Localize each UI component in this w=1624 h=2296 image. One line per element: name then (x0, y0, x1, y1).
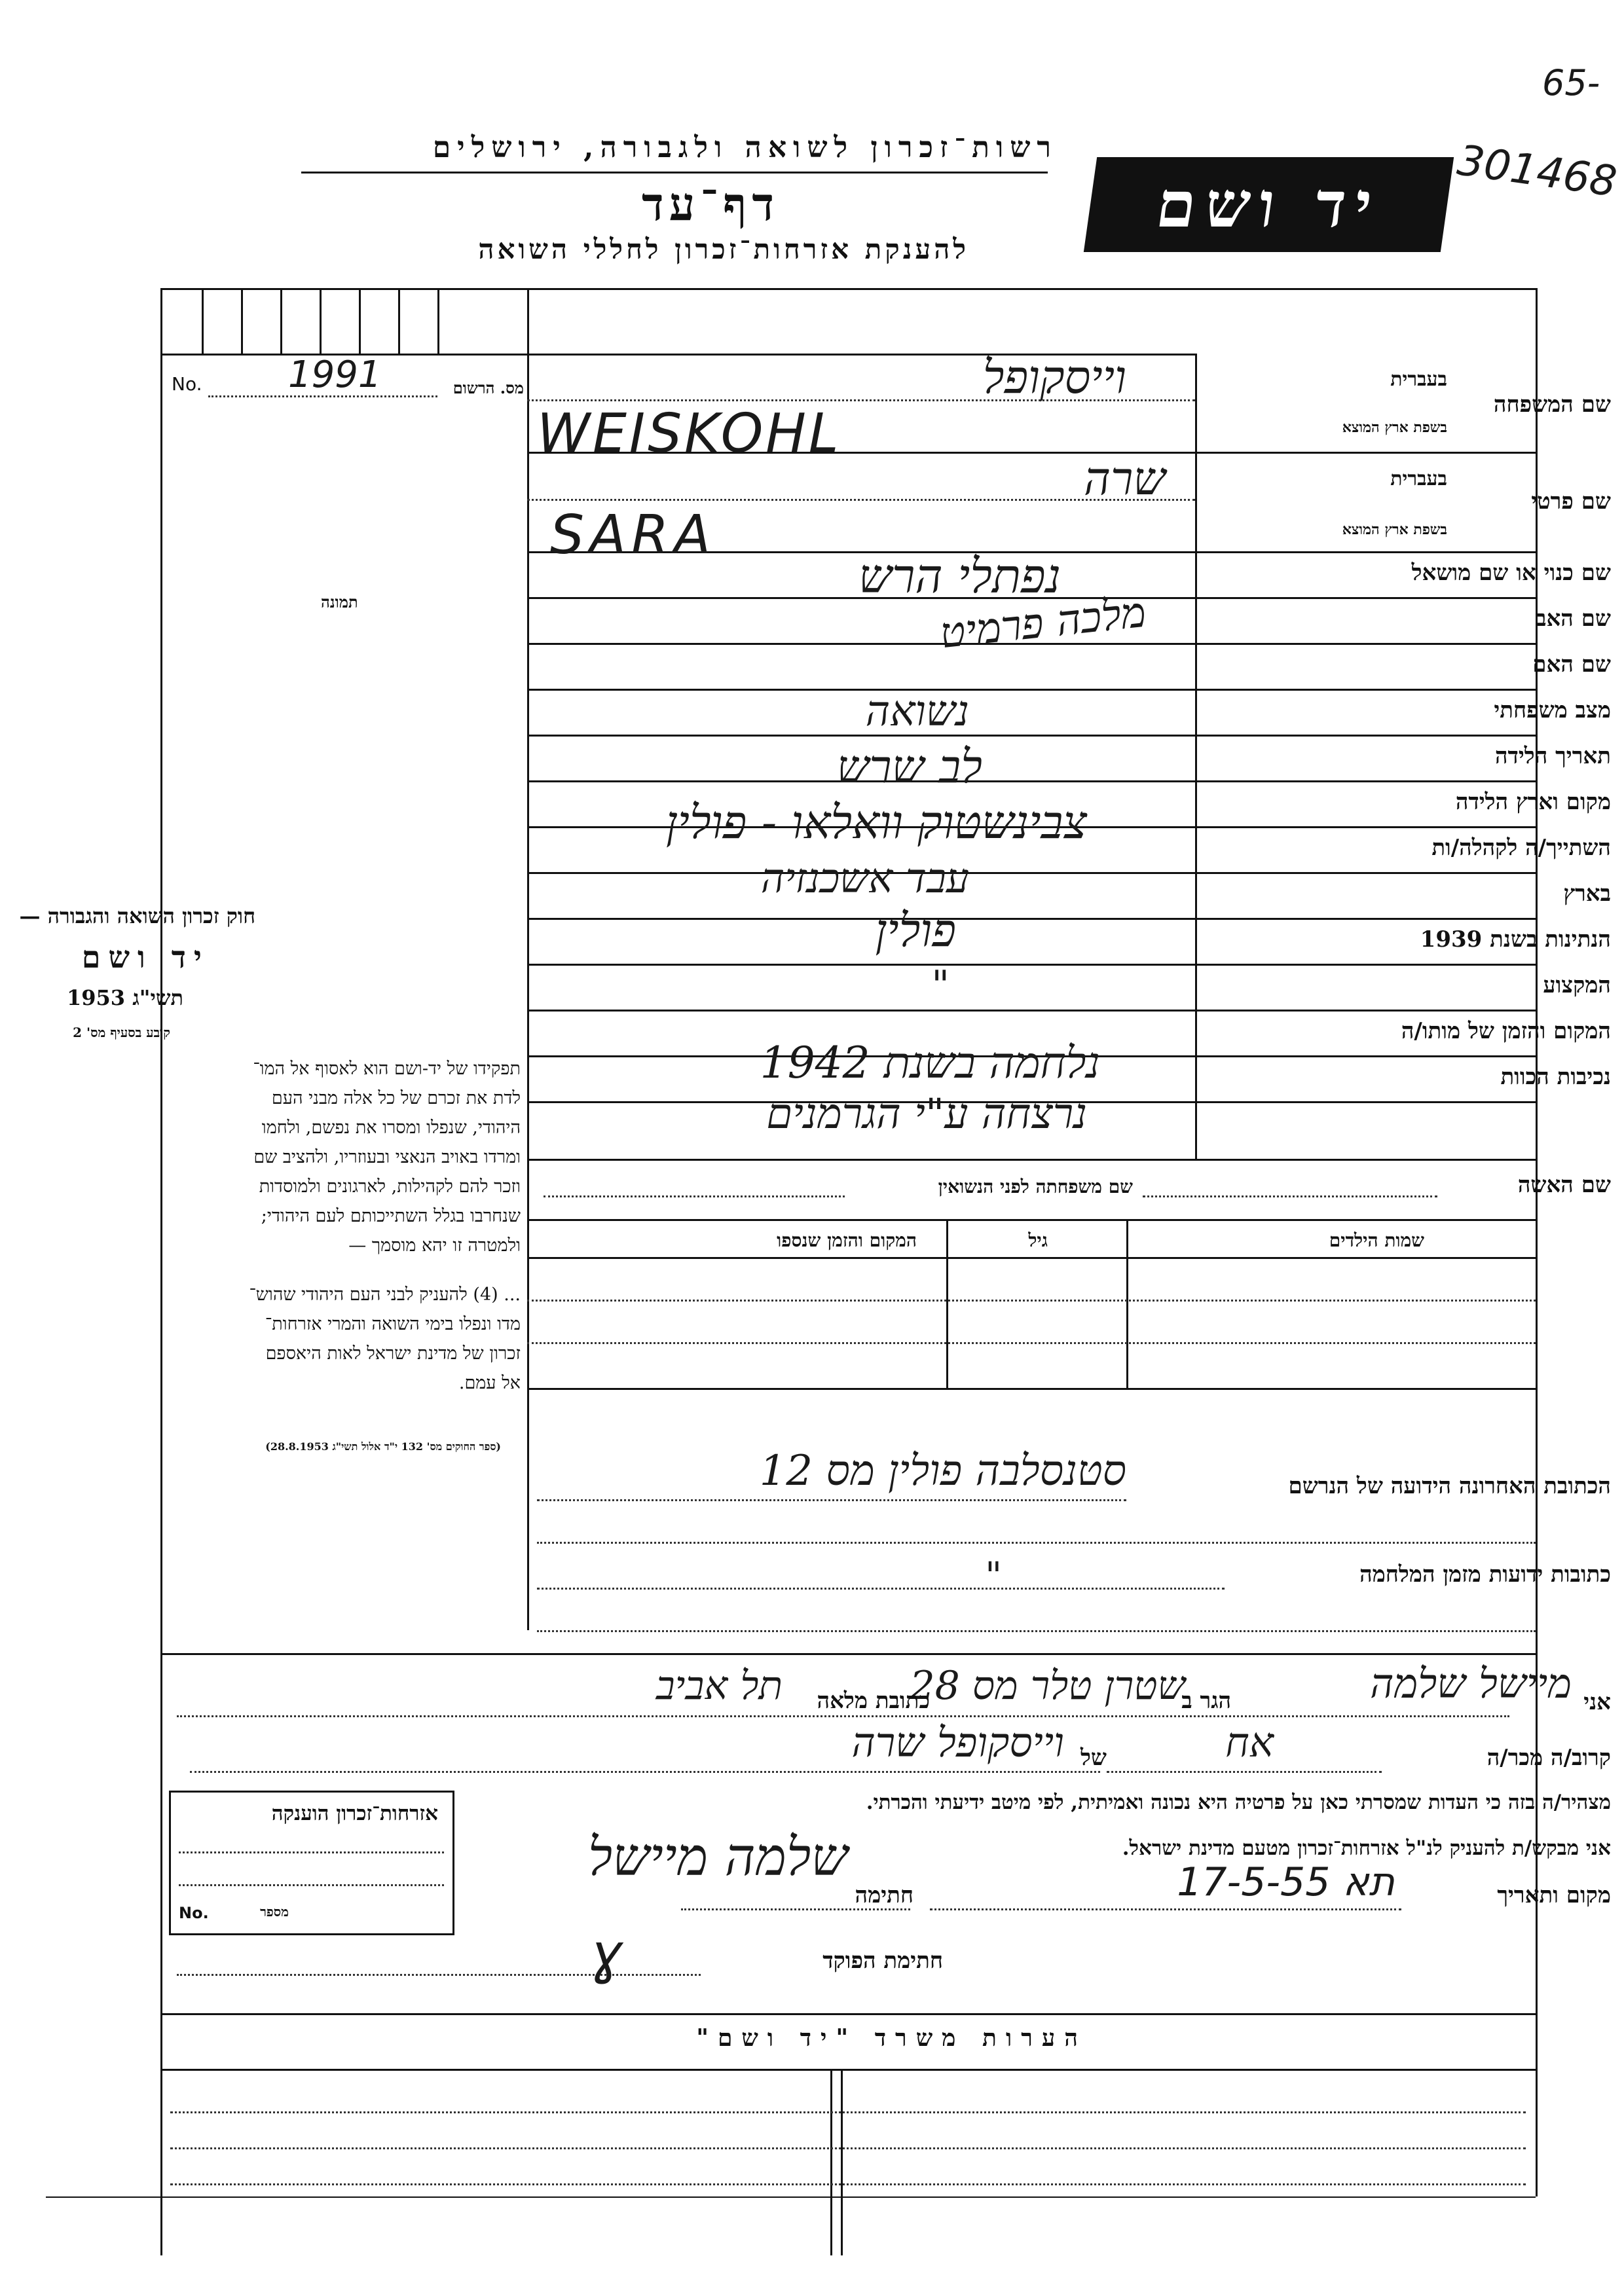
signature-dots (681, 1908, 910, 1910)
war-address-dots (537, 1588, 1225, 1590)
death-value: נלחמה בשנת 1942 (760, 1038, 1100, 1088)
full-address-label: כתובת מלאה (817, 1688, 930, 1714)
remarks-line (170, 2147, 1526, 2149)
remarks-divider (841, 2069, 843, 2255)
of-value: וייסקופל שרה (851, 1719, 1064, 1766)
law-name: יד ושם (81, 939, 210, 975)
declarant-name: מיישל שלמה (1370, 1660, 1572, 1707)
photo-label: תמונה (321, 592, 358, 611)
place-date-dots (930, 1908, 1401, 1910)
citizenship-box-number-label: מספר (260, 1904, 289, 1920)
first-name-latin-value: SARA (550, 504, 716, 566)
row-line (527, 735, 1536, 737)
country-label: בארץ (1563, 881, 1611, 907)
profession-value: " (931, 962, 950, 1008)
declarant-i-label: אני (1583, 1689, 1611, 1715)
declarant-city: תל אביב (655, 1663, 783, 1709)
archive-number: 301468 (1454, 136, 1620, 207)
relative-dots (1107, 1771, 1382, 1773)
row-line (527, 780, 1536, 782)
grid-cell (280, 288, 282, 354)
of-dots (190, 1771, 1100, 1773)
citizenship-box-line (179, 1851, 444, 1853)
occupation-label: נכיבות הכוות (1500, 1064, 1611, 1090)
children-col-divider (1126, 1219, 1128, 1389)
profession-label: המקצוע (1543, 972, 1611, 998)
first-name-label: שם פרטי (1531, 488, 1611, 515)
citizenship-value: פולין (875, 903, 956, 957)
grid-cell (241, 288, 243, 354)
last-address-value: סטנסלבה פולין מס 12 (759, 1447, 1126, 1495)
officer-signature-label: חתימת הפוקד (822, 1948, 943, 1974)
nickname-value: נפתלי הרש (858, 549, 1061, 604)
relative-label: קרוב/ה מכר/ה (1486, 1745, 1611, 1771)
children-bottom (527, 1388, 1536, 1390)
father-value: מלכה פרמיט (937, 588, 1149, 659)
war-address-value: " (985, 1555, 1002, 1597)
address-extra-dots (537, 1542, 1536, 1544)
registration-number: 1991 (288, 354, 382, 396)
children-place-header: המקום והזמן שנספו (777, 1230, 917, 1251)
last-address-dots (537, 1499, 1126, 1501)
remarks-header-line (160, 2069, 1536, 2071)
grid-cell (202, 288, 204, 354)
community-label: השתייך/ה לקהלה/ות (1431, 835, 1611, 861)
citizenship-box-line (179, 1884, 444, 1886)
law-line: היהודי, שנפלו ומסרו את נפשם, ולחמו (261, 1118, 521, 1138)
remarks-title: הערות משרד "יד ושם" (696, 2024, 1087, 2052)
country-value: עבד אשכנזיה (760, 854, 969, 902)
declare-text: מצהיר/ה בזה כי העדות שמסרתי כאן על פרטיה היא נכונה ואמיתית, לפי מיטב ידיעתי והכרתי. (866, 1791, 1611, 1814)
grid-cell (320, 288, 322, 354)
label-divider (1195, 354, 1197, 1159)
frame-left (160, 288, 162, 2255)
law-line: וזכר להם לקהילות, לארגונים ולמוסדות (259, 1176, 521, 1197)
row-line (527, 964, 1536, 966)
row-line (527, 918, 1536, 920)
citizenship-box (169, 1791, 454, 1935)
row-line (527, 872, 1536, 874)
citizenship-box-no-label: No. (179, 1904, 209, 1922)
logo-text: יד ושם (1151, 168, 1386, 242)
grid-cell (398, 288, 400, 354)
place-date-value: תא 17-5-55 (1177, 1859, 1395, 1905)
officer-signature-mark: ɣ (589, 1922, 623, 1986)
registration-label: מס. הרשום (452, 378, 524, 397)
maiden-label: שם משפחתה לפני הנשואין (938, 1176, 1133, 1197)
form-title: דף־עד (641, 177, 779, 231)
frame-top (160, 288, 1536, 290)
law-line: אל עמם. (458, 1373, 521, 1393)
wife-dots (1143, 1195, 1437, 1197)
family-origin-label: בשפת ארץ המוצא (1342, 419, 1447, 436)
family-name-label: שם המשפחה (1493, 392, 1611, 418)
remarks-bottom (46, 2196, 1536, 2198)
declaration-top (160, 1653, 1536, 1655)
row-line (527, 1219, 1536, 1221)
occupation-value: נרצחה ע"י הגרמנים (766, 1090, 1087, 1139)
birthplace-label: מקום וארץ הלידה (1455, 789, 1611, 815)
mother-label: שם האם (1532, 651, 1611, 678)
nickname-label: שם כנוי או שם מושאל (1411, 560, 1611, 586)
community-value: צבינשטוק וואלאו - פולין (665, 795, 1087, 849)
war-address-extra-dots (537, 1630, 1536, 1632)
family-name-hebrew-value: וייסקופל (982, 350, 1126, 404)
family-name-latin-value: WEISKOHL (537, 403, 841, 465)
resides-label: הגר ב (1181, 1688, 1231, 1714)
remarks-divider (830, 2069, 832, 2255)
corner-mark: 65- (1542, 62, 1600, 103)
declarant-signature: שלמה מיישל (587, 1827, 848, 1887)
of-label: של (1080, 1745, 1107, 1771)
children-names-header: שמות הילדים (1329, 1230, 1424, 1251)
wife-label: שם האשה (1517, 1172, 1611, 1198)
law-line: שנחרבו בגלל השתייכותם לעם היהודי; (261, 1206, 521, 1226)
law-para1 (164, 1054, 521, 1260)
law-line: זכרון של מדינת ישראל לאות היאספם (265, 1343, 521, 1364)
resides-value: שטרן טלר מס 28 (910, 1663, 1185, 1709)
remarks-line (170, 2183, 1526, 2185)
law-line: מדו ונפלו בימי השואה והמרי אזרחות־ (265, 1314, 521, 1334)
place-date-label: מקום ותאריך (1497, 1882, 1611, 1908)
death-label: המקום והזמן של מותו/ה (1401, 1018, 1611, 1044)
relative-value: אח (1225, 1719, 1274, 1766)
children-row (527, 1342, 1536, 1344)
column-divider (527, 288, 529, 1630)
row-line (527, 1010, 1536, 1011)
request-text: אני מבקש/ת להעניק לנ"ל אזרחות־זכרון מטעם מדינת ישראל. (1122, 1836, 1611, 1860)
registration-no-label: No. (172, 373, 202, 395)
law-year: תשי"ג 1953 (67, 985, 183, 1010)
first-origin-label: בשפת ארץ המוצא (1342, 521, 1447, 538)
law-line: לדת את זכרם של כל אלה מבני העם (271, 1088, 521, 1108)
family-hebrew-label: בעברית (1390, 368, 1447, 391)
law-title: חוק זכרון השואה והגבורה — (19, 903, 255, 928)
first-hebrew-label: בעברית (1390, 467, 1447, 490)
grid-cell (437, 288, 439, 354)
row-line (527, 689, 1536, 691)
remarks-top (160, 2013, 1536, 2015)
maiden-dots (544, 1195, 845, 1197)
children-header-line (527, 1257, 1536, 1259)
remarks-line (170, 2111, 1526, 2113)
authority-line: רשות־זכרון לשואה ולגבורה, ירושלים (432, 131, 1058, 164)
law-citation: (ספר החוקים מס' 132 י"ד אלול תשי"ג 28.8.1953) (265, 1440, 501, 1453)
yad-vashem-logo (1084, 157, 1454, 252)
signature-label: חתימה (855, 1882, 913, 1908)
law-para2 (164, 1280, 521, 1398)
form-subtitle: להענקת אזרחות־זכרון לחללי השואה (478, 233, 969, 265)
marital-value: נשואה (865, 687, 969, 736)
law-clause: קובע בסעיף מס' 2 (73, 1025, 170, 1040)
law-line: ומרדו באויב הנאצי ובעוזריו, ולהציב שם (253, 1147, 521, 1167)
law-line: תפקידו של יד-ושם הוא לאסוף אל המו־ (253, 1059, 521, 1079)
war-address-label: כתובות ידועות מזמן המלחמה (1359, 1561, 1611, 1588)
row-line (527, 1159, 1536, 1161)
birthplace-value: לב שרש (836, 740, 982, 793)
law-line: ... (4) להעניק לבני העם היהודי שהוש־ (249, 1285, 521, 1305)
children-col-divider (946, 1219, 948, 1389)
marital-label: מצב משפחתי (1494, 697, 1611, 723)
law-line: ולמטרה זו יהא מוסמך — (348, 1235, 521, 1256)
first-name-hebrew-value: שרה (1084, 452, 1166, 505)
last-address-label: הכתובת האחרונה הידועה של הנרשם (1288, 1473, 1611, 1499)
birthdate-label: תאריך הלידה (1494, 743, 1611, 769)
authority-underline (301, 172, 1048, 173)
children-row (527, 1300, 1536, 1302)
citizenship-label: הנתינות בשנת 1939 (1420, 926, 1611, 953)
grid-cell (359, 288, 361, 354)
father-label: שם האב (1536, 606, 1611, 632)
children-age-header: גיל (1028, 1230, 1048, 1251)
declarant-dots (177, 1715, 1509, 1717)
citizenship-box-title: אזרחות־זכרון הוענקה (271, 1802, 438, 1825)
